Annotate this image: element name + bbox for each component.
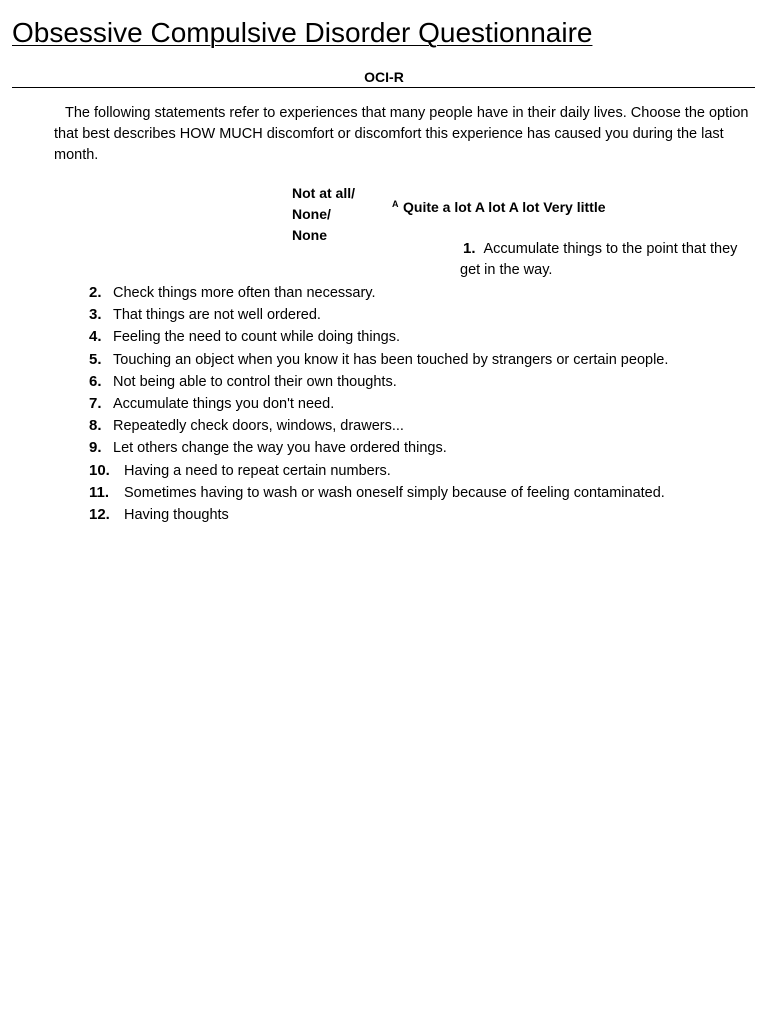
question-item <box>89 460 668 482</box>
question-item <box>89 482 668 504</box>
question-item <box>460 238 750 281</box>
question-text: Not being able to control their own thoughts. <box>113 373 397 390</box>
question-text: Sometimes having to wash or wash oneself simply because of feeling contaminated. <box>124 484 665 501</box>
header-divider <box>12 87 755 88</box>
question-item <box>89 282 668 304</box>
column-header-line: None <box>292 227 327 243</box>
question-item <box>89 326 668 348</box>
question-number: 6. <box>89 372 102 390</box>
question-text: Accumulate things to the point that they get in the way. <box>460 241 738 278</box>
question-number: 2. <box>89 284 102 301</box>
column-header-line: Not at all/ <box>292 185 356 201</box>
column-header-not-at-all <box>292 183 382 246</box>
question-item <box>89 304 668 326</box>
question-number: 5. <box>89 350 102 368</box>
question-number: 3. <box>89 306 102 324</box>
question-text: That things are not well ordered. <box>113 307 321 324</box>
question-number: 8. <box>89 417 102 435</box>
question-number: 12. <box>89 505 110 523</box>
question-number: 1. <box>463 240 476 257</box>
question-text: Feeling the need to count while doing things. <box>113 329 400 346</box>
question-number: 9. <box>89 439 102 457</box>
question-text: Accumulate things you don't need. <box>113 395 335 412</box>
question-list <box>89 282 668 526</box>
instructions-paragraph: The following statements refer to experiences that many people have in their daily lives. Choose the option that best describes HOW MUCH discomfort or discomfort this experience has caused you during the last month. <box>54 105 749 163</box>
column-header-ratings: Quite a lot A lot A lot Very little <box>403 199 606 215</box>
question-item <box>89 393 668 415</box>
column-header-line: None/ <box>292 206 331 222</box>
question-item <box>89 437 668 459</box>
question-number: 4. <box>89 328 102 346</box>
question-number: 7. <box>89 394 102 412</box>
question-text: Touching an object when you know it has been touched by strangers or certain people. <box>113 351 669 368</box>
question-number: 10. <box>89 461 110 479</box>
column-header-marker: A <box>392 199 399 209</box>
question-item <box>89 371 668 393</box>
page-title: Obsessive Compulsive Disorder Questionnaire <box>12 17 593 48</box>
question-number: 11. <box>89 483 110 501</box>
question-text: Having a need to repeat certain numbers. <box>124 462 391 479</box>
question-item <box>89 349 668 371</box>
questionnaire-code: OCI-R <box>364 69 404 85</box>
question-text: Check things more often than necessary. <box>113 285 376 301</box>
question-text: Having thoughts <box>124 506 229 523</box>
question-item <box>89 504 668 526</box>
question-item <box>89 415 668 437</box>
question-text: Repeatedly check doors, windows, drawers... <box>113 418 404 435</box>
question-text: Let others change the way you have ordered things. <box>113 440 447 457</box>
